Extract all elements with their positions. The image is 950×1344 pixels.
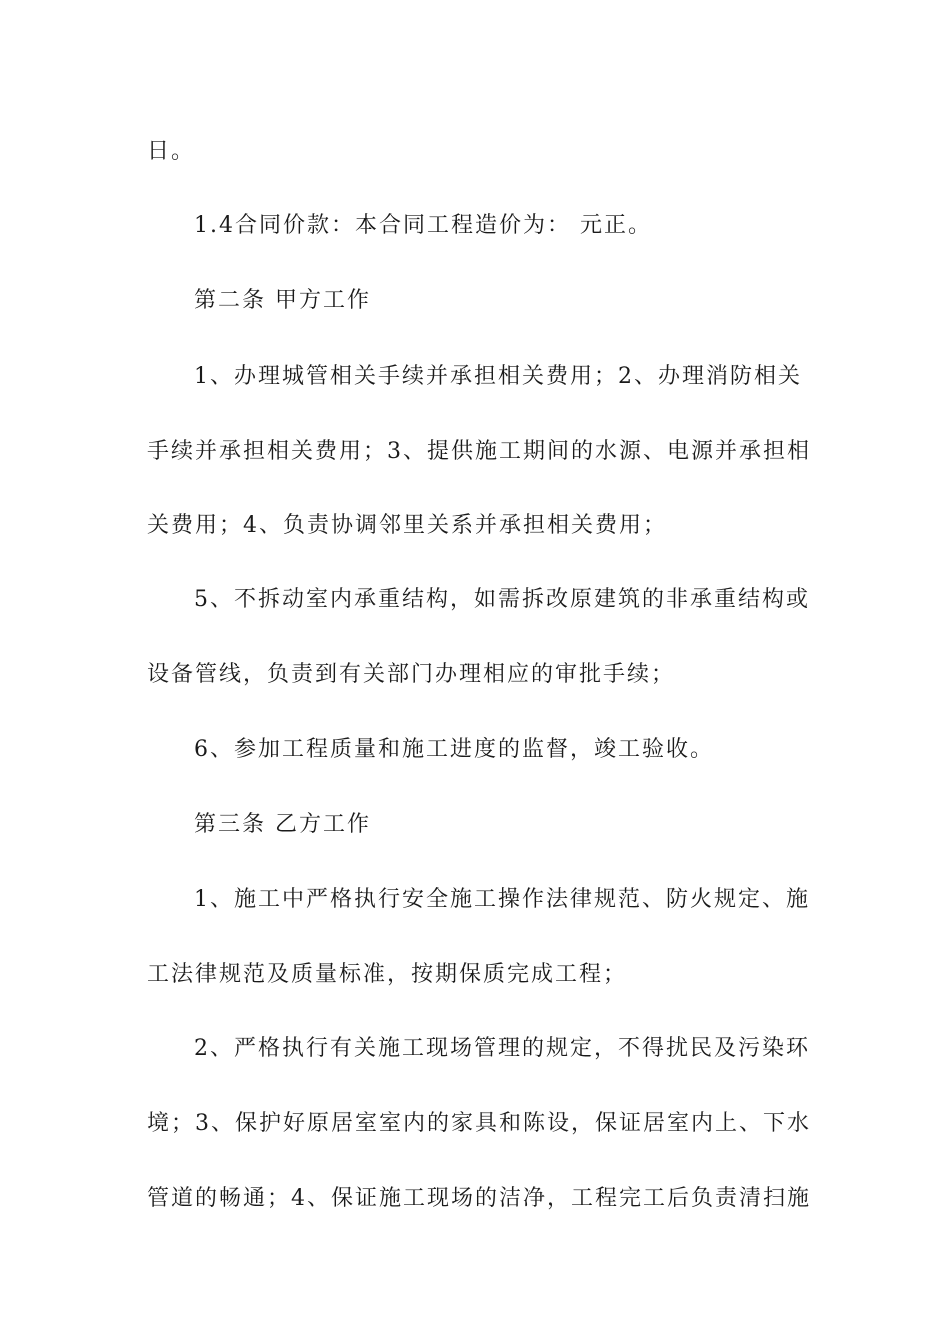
text-line: 6、参加工程质量和施工进度的监督，竣工验收。 xyxy=(194,737,714,762)
text-line: 关费用；4、负责协调邻里关系并承担相关费用； xyxy=(147,513,667,538)
text-line: 1、施工中严格执行安全施工操作法律规范、防火规定、施 xyxy=(194,887,810,912)
text-line: 手续并承担相关费用；3、提供施工期间的水源、电源并承担相 xyxy=(147,439,811,464)
text-line: 管道的畅通；4、保证施工现场的洁净，工程完工后负责清扫施 xyxy=(147,1186,811,1211)
text-line: 境；3、保护好原居室室内的家具和陈设，保证居室内上、下水 xyxy=(147,1111,811,1136)
section-heading: 第三条 乙方工作 xyxy=(194,812,371,837)
text-line: 日。 xyxy=(147,139,196,164)
section-heading: 第二条 甲方工作 xyxy=(194,288,371,313)
text-line: 2、严格执行有关施工现场管理的规定，不得扰民及污染环 xyxy=(194,1036,810,1061)
text-line: 工法律规范及质量标准，按期保质完成工程； xyxy=(147,962,628,987)
text-line: 1.4合同价款：本合同工程造价为： 元正。 xyxy=(194,213,652,238)
text-line: 1、办理城管相关手续并承担相关费用；2、办理消防相关 xyxy=(194,364,802,389)
text-line: 设备管线，负责到有关部门办理相应的审批手续； xyxy=(147,662,676,687)
text-line: 5、不拆动室内承重结构，如需拆改原建筑的非承重结构或 xyxy=(194,587,810,612)
